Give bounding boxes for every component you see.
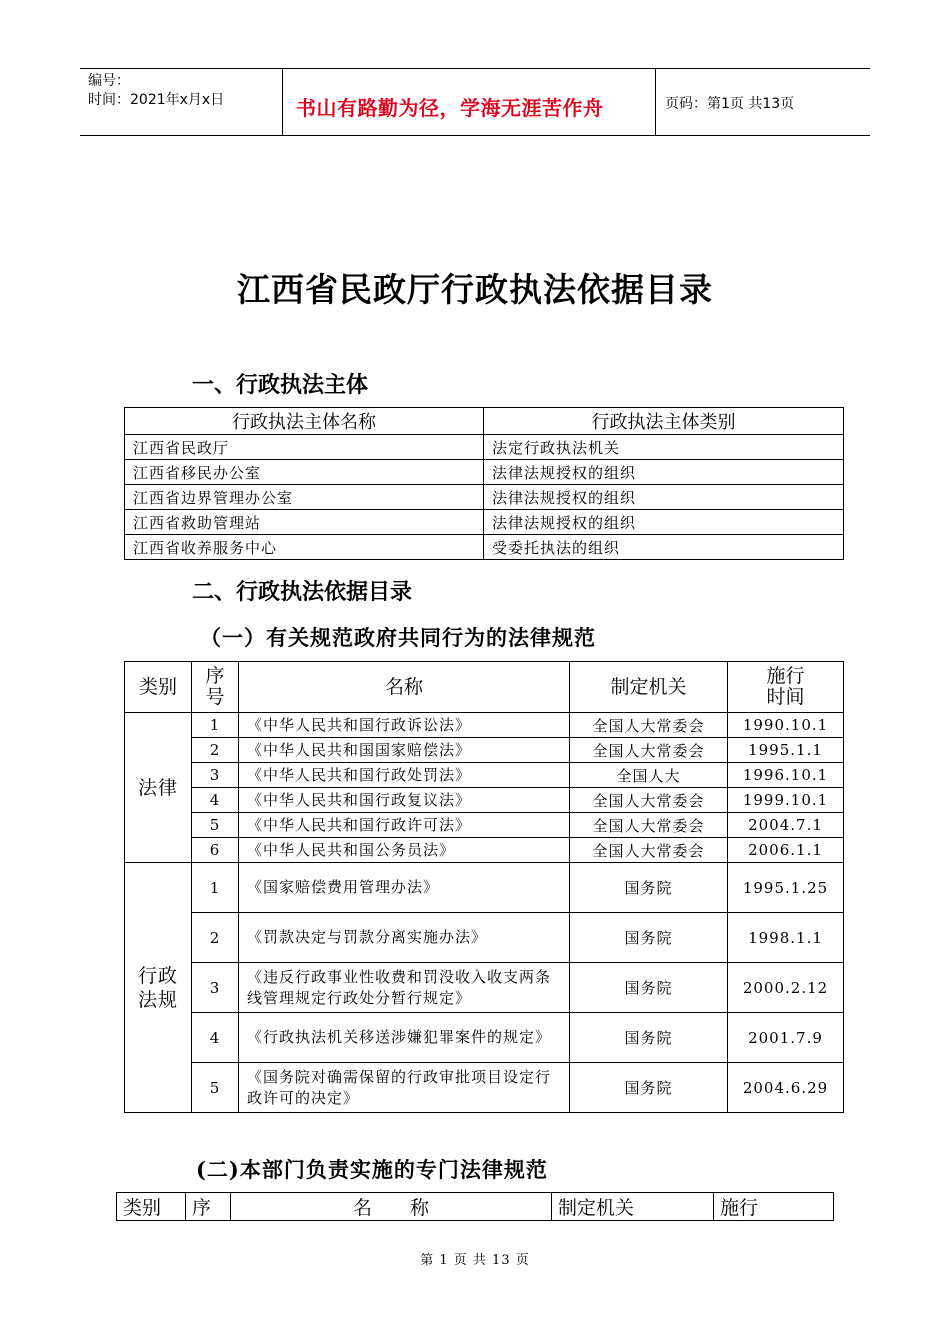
enforcement-body-table [124, 407, 844, 560]
body-type-cell: 法律法规授权的组织 [484, 460, 844, 485]
authority-cell: 全国人大常委会 [570, 713, 728, 738]
table-row [125, 1013, 844, 1063]
table-header-row [125, 662, 844, 713]
general-law-table [124, 661, 844, 1113]
table-row [125, 913, 844, 963]
authority-cell: 国务院 [570, 863, 728, 913]
name-cell: 《违反行政事业性收费和罚没收入收支两条线管理规定行政处分暂行规定》 [239, 963, 570, 1013]
table-row [125, 813, 844, 838]
subsection2-heading: (二)本部门负责实施的专门法律规范 [196, 1157, 548, 1182]
authority-cell: 全国人大常委会 [570, 738, 728, 763]
authority-cell: 全国人大 [570, 763, 728, 788]
authority-cell: 国务院 [570, 913, 728, 963]
seq-cell: 6 [192, 838, 239, 863]
category-cell: 行政法规 [125, 863, 192, 1113]
body-type-cell: 法律法规授权的组织 [484, 510, 844, 535]
seq-cell: 5 [192, 1063, 239, 1113]
table-row [125, 510, 844, 535]
seq-cell: 2 [192, 738, 239, 763]
column-header: 名 称 [231, 1193, 552, 1221]
header-divider [655, 68, 656, 136]
name-cell: 《中华人民共和国行政复议法》 [239, 788, 570, 813]
table-row [125, 738, 844, 763]
date-cell: 2001.7.9 [728, 1013, 844, 1063]
name-cell: 《中华人民共和国公务员法》 [239, 838, 570, 863]
section2-heading: 二、行政执法依据目录 [192, 580, 413, 605]
seq-cell: 1 [192, 863, 239, 913]
name-cell: 《罚款决定与罚款分离实施办法》 [239, 913, 570, 963]
column-header: 制定机关 [570, 662, 728, 713]
body-name-cell: 江西省移民办公室 [125, 460, 484, 485]
body-type-cell: 法律法规授权的组织 [484, 485, 844, 510]
seq-cell: 3 [192, 763, 239, 788]
department-law-table [116, 1192, 834, 1221]
header-bottom-rule [80, 135, 870, 136]
column-header: 行政执法主体名称 [125, 408, 484, 435]
table-row [125, 838, 844, 863]
seq-cell: 1 [192, 713, 239, 738]
authority-cell: 国务院 [570, 963, 728, 1013]
table-row [125, 763, 844, 788]
name-cell: 《国家赔偿费用管理办法》 [239, 863, 570, 913]
header-page-info: 页码：第1页 共13页 [665, 96, 795, 112]
authority-cell: 国务院 [570, 1063, 728, 1113]
authority-cell: 全国人大常委会 [570, 813, 728, 838]
table-row [125, 535, 844, 560]
section1-heading: 一、行政执法主体 [192, 373, 369, 398]
name-cell: 《中华人民共和国国家赔偿法》 [239, 738, 570, 763]
authority-cell: 国务院 [570, 1013, 728, 1063]
table-row [125, 863, 844, 913]
column-header: 施行时间 [728, 662, 844, 713]
date-cell: 1990.10.1 [728, 713, 844, 738]
table-row [125, 713, 844, 738]
table-row [125, 788, 844, 813]
date-cell: 1999.10.1 [728, 788, 844, 813]
body-type-cell: 法定行政执法机关 [484, 435, 844, 460]
table-header-row [117, 1193, 834, 1221]
date-cell: 1995.1.1 [728, 738, 844, 763]
header-time-label: 时间：2021年x月x日 [88, 92, 225, 108]
header-number-label: 编号： [88, 73, 130, 89]
authority-cell: 全国人大常委会 [570, 838, 728, 863]
name-cell: 《中华人民共和国行政许可法》 [239, 813, 570, 838]
date-cell: 1998.1.1 [728, 913, 844, 963]
column-header: 序 [186, 1193, 231, 1221]
date-cell: 2004.7.1 [728, 813, 844, 838]
table-row [125, 435, 844, 460]
header-divider [282, 68, 283, 136]
seq-cell: 4 [192, 1013, 239, 1063]
name-cell: 《中华人民共和国行政处罚法》 [239, 763, 570, 788]
column-header: 施行 [714, 1193, 834, 1221]
column-header: 名称 [239, 662, 570, 713]
body-name-cell: 江西省收养服务中心 [125, 535, 484, 560]
name-cell: 《中华人民共和国行政诉讼法》 [239, 713, 570, 738]
column-header: 制定机关 [552, 1193, 714, 1221]
name-cell: 《行政执法机关移送涉嫌犯罪案件的规定》 [239, 1013, 570, 1063]
column-header: 行政执法主体类别 [484, 408, 844, 435]
name-cell: 《国务院对确需保留的行政审批项目设定行政许可的决定》 [239, 1063, 570, 1113]
header-top-rule [80, 68, 870, 69]
table-header-row [125, 408, 844, 435]
body-type-cell: 受委托执法的组织 [484, 535, 844, 560]
subsection1-heading: （一）有关规范政府共同行为的法律规范 [200, 625, 596, 650]
column-header: 序号 [192, 662, 239, 713]
body-name-cell: 江西省救助管理站 [125, 510, 484, 535]
seq-cell: 2 [192, 913, 239, 963]
table-row [125, 963, 844, 1013]
header-motto: 书山有路勤为径，学海无涯苦作舟 [296, 96, 604, 120]
seq-cell: 3 [192, 963, 239, 1013]
date-cell: 1995.1.25 [728, 863, 844, 913]
table-row [125, 1063, 844, 1113]
column-header: 类别 [117, 1193, 186, 1221]
date-cell: 1996.10.1 [728, 763, 844, 788]
date-cell: 2004.6.29 [728, 1063, 844, 1113]
seq-cell: 5 [192, 813, 239, 838]
date-cell: 2006.1.1 [728, 838, 844, 863]
page-footer: 第 1 页 共 13 页 [420, 1253, 530, 1268]
seq-cell: 4 [192, 788, 239, 813]
date-cell: 2000.2.12 [728, 963, 844, 1013]
column-header: 类别 [125, 662, 192, 713]
table-row [125, 460, 844, 485]
page-title: 江西省民政厅行政执法依据目录 [237, 270, 713, 309]
body-name-cell: 江西省边界管理办公室 [125, 485, 484, 510]
authority-cell: 全国人大常委会 [570, 788, 728, 813]
category-cell: 法律 [125, 713, 192, 863]
body-name-cell: 江西省民政厅 [125, 435, 484, 460]
table-row [125, 485, 844, 510]
